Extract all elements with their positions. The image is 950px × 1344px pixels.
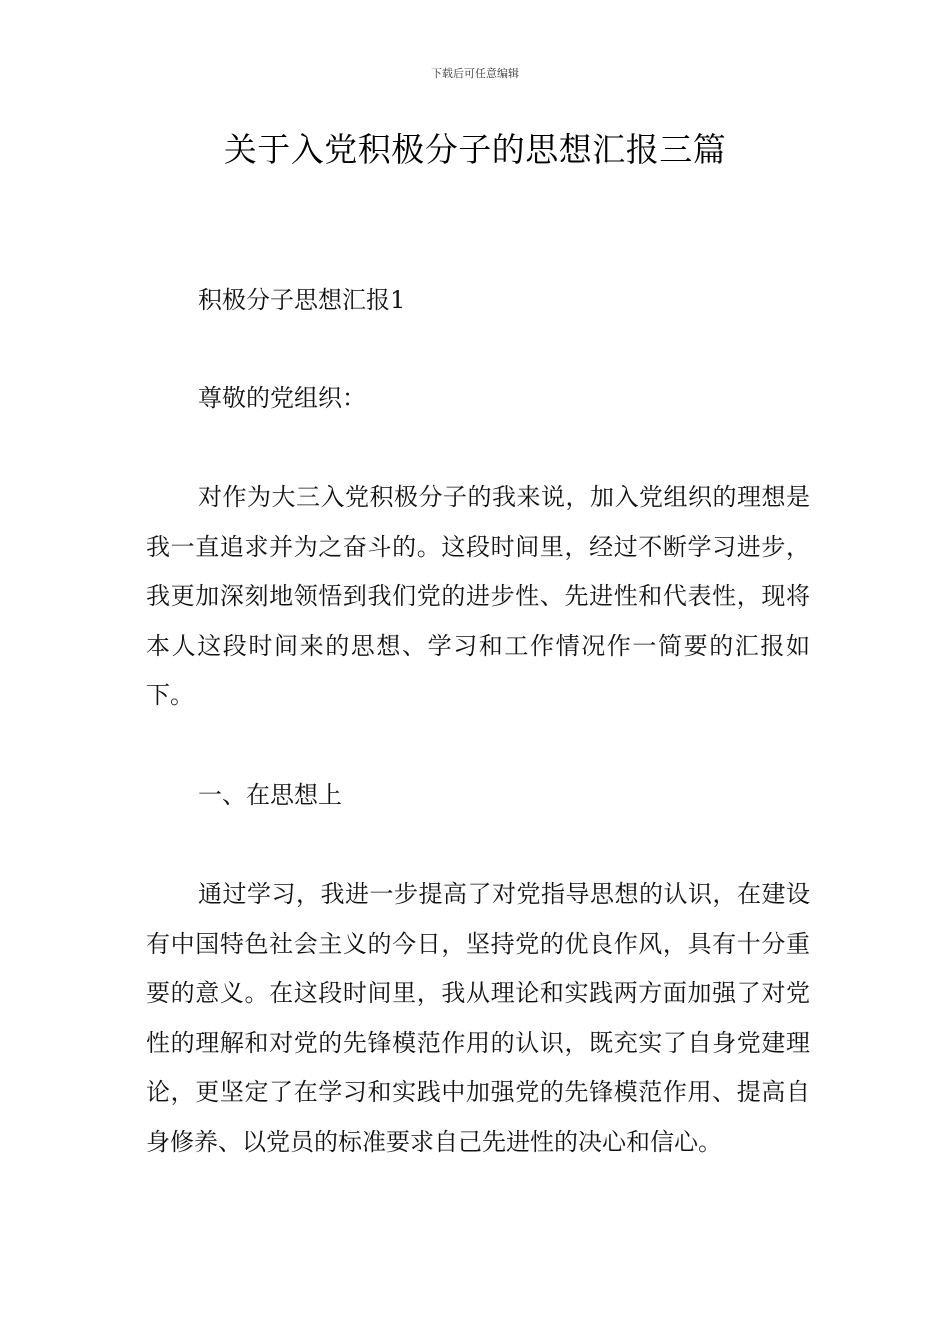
section-heading-thought: 一、在思想上 (198, 781, 342, 809)
document-title: 关于入党积极分子的思想汇报三篇 (223, 130, 727, 169)
paragraph-2: 通过学习，我进一步提高了对党指导思想的认识，在建设有中国特色社会主义的今日，坚持党的优良作风，具有十分重要的意义。在这段时间里，我从理论和实践两方面加强了对党性的理解和对党的先锋模范作用的认识，既充实了自身党建理论，更坚定了在学习和实践中加强党的先锋模范作用、提高自身修养、以党员的标准要求自己先进性的决心和信心。 (146, 880, 810, 1156)
salutation: 尊敬的党组织： (198, 384, 366, 412)
section-title: 积极分子思想汇报1 (198, 286, 406, 314)
paragraph-1: 对作为大三入党积极分子的我来说，加入党组织的理想是我一直追求并为之奋斗的。这段时间里，经过不断学习进步，我更加深刻地领悟到我们党的进步性、先进性和代表性，现将本人这段时间来的思想、学习和工作情况作一简要的汇报如下。 (146, 483, 810, 709)
header-note: 下载后可任意编辑 (431, 67, 519, 80)
